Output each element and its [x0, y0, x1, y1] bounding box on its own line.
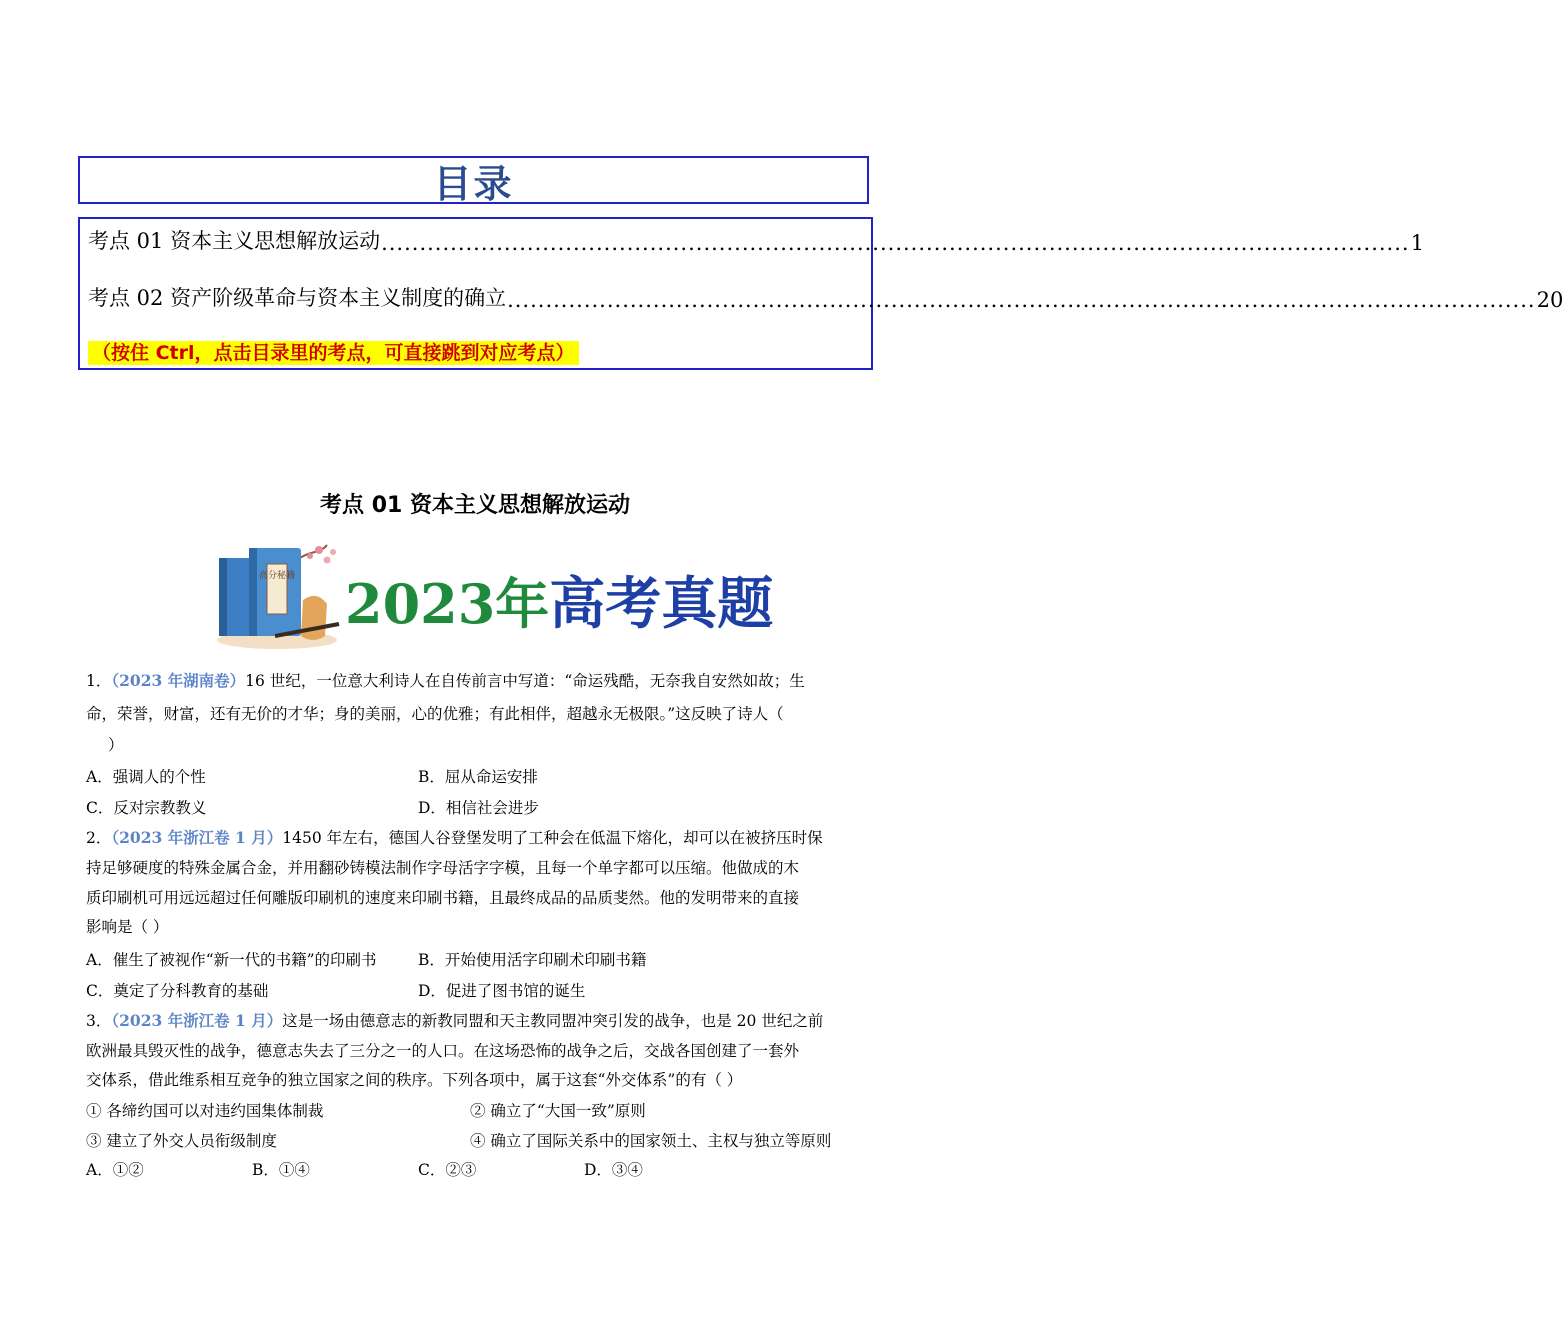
question-1-option-d[interactable]: D．相信社会进步 — [418, 799, 539, 817]
toc-ctrl-note: （按住 Ctrl，点击目录里的考点，可直接跳到对应考点） — [88, 341, 579, 365]
question-number: 1． — [86, 672, 112, 690]
question-3-option-b[interactable]: B．①④ — [252, 1161, 310, 1179]
question-1-line-3: ） — [108, 736, 124, 754]
book-label: 高分秘籍 — [258, 571, 296, 581]
question-1-option-b[interactable]: B．屈从命运安排 — [418, 768, 538, 786]
toc-leader-dots: ...................................................................................................................................... — [507, 288, 1536, 312]
question-source: （2023 年浙江卷 1 月） — [111, 828, 283, 847]
question-2-option-d[interactable]: D．促进了图书馆的诞生 — [418, 982, 586, 1000]
toc-entry-label: 考点 01 资本主义思想解放运动 — [88, 229, 381, 253]
toc-title-box — [78, 156, 869, 204]
question-1-option-c[interactable]: C．反对宗教教义 — [86, 799, 207, 817]
banner-year: 2023年 — [345, 572, 550, 636]
question-2-option-a[interactable]: A．催生了被视作“新一代的书籍”的印刷书 — [86, 951, 377, 969]
question-text: 16 世纪，一位意大利诗人在自传前言中写道：“命运残酷，无奈我自安然如故；生 — [245, 672, 805, 690]
banner-text — [345, 560, 773, 640]
toc-title: 目录 — [433, 161, 514, 206]
question-3-option-a[interactable]: A．①② — [86, 1161, 144, 1179]
question-3-item-2: ② 确立了“大国一致”原则 — [470, 1102, 646, 1120]
question-3-item-1: ① 各缔约国可以对违约国集体制裁 — [86, 1102, 324, 1120]
question-2-option-b[interactable]: B．开始使用活字印刷术印刷书籍 — [418, 951, 647, 969]
question-text: 1450 年左右，德国人谷登堡发明了工种会在低温下熔化，却可以在被挤压时保 — [282, 829, 823, 847]
question-1-line-2: 命，荣誉，财富，还有无价的才华；身的美丽，心的优雅；有此相伴，超越永无极限。”这反映了诗人（ — [86, 705, 784, 723]
toc-entry-page: 1 — [1410, 231, 1424, 255]
question-source: （2023 年浙江卷 1 月） — [111, 1011, 283, 1030]
question-2-line-4: 影响是（ ） — [86, 918, 169, 936]
question-1-line-1 — [86, 671, 805, 691]
question-1-option-a[interactable]: A．强调人的个性 — [86, 768, 206, 786]
toc-entry-1[interactable] — [88, 225, 1424, 255]
question-number: 3． — [86, 1012, 112, 1030]
books-illustration-icon — [215, 540, 345, 652]
question-2-line-2: 持足够硬度的特殊金属合金，并用翻砂铸模法制作字母活字字模，且每一个单字都可以压缩。他做成的木 — [86, 859, 800, 877]
exam-banner — [215, 540, 774, 652]
question-3-option-c[interactable]: C．②③ — [418, 1161, 477, 1179]
toc-leader-dots: ...................................................................................................................................... — [381, 231, 1410, 255]
question-3-option-d[interactable]: D．③④ — [584, 1161, 643, 1179]
question-text: 这是一场由德意志的新教同盟和天主教同盟冲突引发的战争，也是 20 世纪之前 — [282, 1012, 824, 1030]
toc-entry-2[interactable] — [88, 282, 1563, 312]
question-3-line-2: 欧洲最具毁灭性的战争，德意志失去了三分之一的人口。在这场恐怖的战争之后，交战各国创建了一套外 — [86, 1042, 800, 1060]
question-2-line-1 — [86, 828, 823, 848]
section-heading: 考点 01 资本主义思想解放运动 — [320, 493, 630, 518]
toc-box — [78, 217, 1563, 370]
question-number: 2． — [86, 829, 112, 847]
question-3-item-3: ③ 建立了外交人员衔级制度 — [86, 1132, 277, 1150]
question-3-line-3: 交体系，借此维系相互竞争的独立国家之间的秩序。下列各项中，属于这套“外交体系”的有（ ） — [86, 1071, 743, 1089]
question-2-line-3: 质印刷机可用远远超过任何雕版印刷机的速度来印刷书籍，且最终成品的品质斐然。他的发明带来的直接 — [86, 889, 800, 907]
toc-entry-page: 20 — [1536, 288, 1563, 312]
question-2-option-c[interactable]: C．奠定了分科教育的基础 — [86, 982, 269, 1000]
toc-entry-label: 考点 02 资产阶级革命与资本主义制度的确立 — [88, 286, 507, 310]
question-source: （2023 年湖南卷） — [111, 671, 246, 690]
question-3-line-1 — [86, 1011, 823, 1031]
banner-words: 高考真题 — [549, 571, 774, 637]
question-3-item-4: ④ 确立了国际关系中的国家领土、主权与独立等原则 — [470, 1132, 832, 1150]
